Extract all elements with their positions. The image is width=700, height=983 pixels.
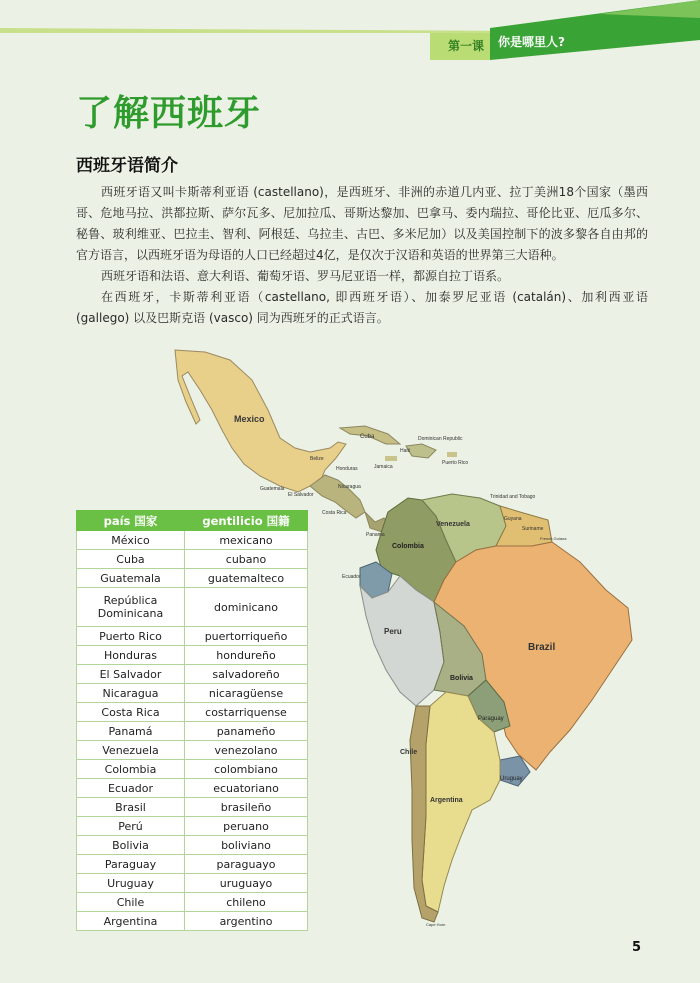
country-cell: Cuba bbox=[77, 550, 185, 569]
nationality-cell: chileno bbox=[185, 893, 308, 912]
table-row bbox=[77, 741, 308, 760]
country-cell: México bbox=[77, 531, 185, 550]
map-label-jamaica: Jamaica bbox=[374, 464, 393, 470]
nationality-cell: boliviano bbox=[185, 836, 308, 855]
nationality-cell: nicaragüense bbox=[185, 684, 308, 703]
country-cell: Brasil bbox=[77, 798, 185, 817]
nationality-cell: cubano bbox=[185, 550, 308, 569]
nationality-cell: salvadoreño bbox=[185, 665, 308, 684]
country-cell: Argentina bbox=[77, 912, 185, 931]
map-label-puerto-rico: Puerto Rico bbox=[442, 460, 469, 466]
table-row bbox=[77, 855, 308, 874]
map-label-french-guiana: French Guiana bbox=[540, 536, 567, 541]
map-label-uruguay: Uruguay bbox=[500, 776, 523, 782]
table-row bbox=[77, 836, 308, 855]
nationality-cell: argentino bbox=[185, 912, 308, 931]
table-row bbox=[77, 722, 308, 741]
country-nationality-table bbox=[76, 510, 308, 931]
table-row bbox=[77, 627, 308, 646]
nationality-cell: costarriquense bbox=[185, 703, 308, 722]
paragraph: 西班牙语又叫卡斯蒂利亚语 (castellano)，是西班牙、非洲的赤道几内亚、拉丁美洲18个国家（墨西哥、危地马拉、洪都拉斯、萨尔瓦多、尼加拉瓜、哥斯达黎加、巴拿马、委内瑞拉、哥伦比亚、厄瓜多尔、秘鲁、玻利维亚、巴拉圭、智利、阿根廷、乌拉圭、古巴、多米尼加）以及美国控制下的波多黎各自由邦的官方语言，以西班牙语为母语的人口已经超过4亿，是仅次于汉语和英语的世界第三大语种。 bbox=[76, 185, 648, 262]
nationality-cell: colombiano bbox=[185, 760, 308, 779]
country-cell: Honduras bbox=[77, 646, 185, 665]
nationality-cell: ecuatoriano bbox=[185, 779, 308, 798]
map-label-venezuela: Venezuela bbox=[436, 521, 470, 528]
table-row bbox=[77, 665, 308, 684]
table-header-row bbox=[77, 511, 308, 531]
table-row bbox=[77, 893, 308, 912]
country-cell: Perú bbox=[77, 817, 185, 836]
map-label-panama: Panama bbox=[366, 532, 385, 538]
table-row bbox=[77, 874, 308, 893]
page-title: 了解西班牙 bbox=[76, 93, 262, 134]
country-cell: Panamá bbox=[77, 722, 185, 741]
map-label-haiti: Haiti bbox=[400, 448, 411, 454]
table-row bbox=[77, 817, 308, 836]
map-label-costa-rica: Costa Rica bbox=[322, 510, 347, 516]
nationality-cell: dominicano bbox=[185, 588, 308, 627]
country-cell: Guatemala bbox=[77, 569, 185, 588]
nationality-cell: uruguayo bbox=[185, 874, 308, 893]
table-row bbox=[77, 684, 308, 703]
table-row bbox=[77, 588, 308, 627]
nationality-cell: puertorriqueño bbox=[185, 627, 308, 646]
map-jamaica bbox=[385, 456, 397, 461]
map-label-guyana: Guyana bbox=[504, 516, 522, 522]
country-cell: Colombia bbox=[77, 760, 185, 779]
country-cell: Chile bbox=[77, 893, 185, 912]
map-label-peru: Peru bbox=[384, 627, 402, 636]
nationality-cell: panameño bbox=[185, 722, 308, 741]
map-label-brazil: Brazil bbox=[528, 642, 556, 653]
map-label-honduras: Honduras bbox=[336, 466, 358, 472]
paragraph: 在西班牙，卡斯蒂利亚语（castellano, 即西班牙语）、加泰罗尼亚语 (catalán)、加利西亚语 (gallego) 以及巴斯克语 (vasco) 同为西班牙的正式语言。 bbox=[76, 290, 648, 325]
table-row bbox=[77, 531, 308, 550]
country-cell: Ecuador bbox=[77, 779, 185, 798]
map-label-bolivia: Bolivia bbox=[450, 675, 473, 682]
map-label-suriname: Suriname bbox=[522, 526, 544, 532]
country-cell: Uruguay bbox=[77, 874, 185, 893]
map-label-trinidad: Trinidad and Tobago bbox=[490, 494, 536, 500]
map-label-paraguay: Paraguay bbox=[478, 716, 504, 722]
map-label-belize: Belize bbox=[310, 456, 324, 462]
nationality-cell: mexicano bbox=[185, 531, 308, 550]
nationality-cell: peruano bbox=[185, 817, 308, 836]
table-row bbox=[77, 646, 308, 665]
country-cell: Costa Rica bbox=[77, 703, 185, 722]
table-row bbox=[77, 779, 308, 798]
page-number: 5 bbox=[632, 940, 642, 955]
table-row bbox=[77, 569, 308, 588]
map-label-ecuador: Ecuador bbox=[342, 574, 361, 580]
map-label-cape-horn: Cape Horn bbox=[426, 922, 446, 927]
map-label-guatemala: Guatemala bbox=[260, 486, 285, 492]
nationality-cell: brasileño bbox=[185, 798, 308, 817]
lesson-title: 你是哪里人? bbox=[498, 35, 565, 49]
country-cell: Venezuela bbox=[77, 741, 185, 760]
column-header-nationality: gentilicio 国籍 bbox=[185, 511, 308, 531]
map-label-el-salvador: El Salvador bbox=[288, 492, 314, 498]
country-cell: República Dominicana bbox=[77, 588, 185, 627]
column-header-country: país 国家 bbox=[77, 511, 185, 531]
country-cell: Nicaragua bbox=[77, 684, 185, 703]
map-label-dominican-republic: Dominican Republic bbox=[418, 436, 463, 442]
table-row bbox=[77, 798, 308, 817]
table-row bbox=[77, 550, 308, 569]
country-cell: El Salvador bbox=[77, 665, 185, 684]
map-label-mexico: Mexico bbox=[234, 414, 265, 424]
header-banner bbox=[0, 0, 700, 62]
table-row bbox=[77, 703, 308, 722]
map-label-argentina: Argentina bbox=[430, 797, 463, 804]
map-label-nicaragua: Nicaragua bbox=[338, 484, 361, 490]
table-row bbox=[77, 760, 308, 779]
paragraph: 西班牙语和法语、意大利语、葡萄牙语、罗马尼亚语一样，都源自拉丁语系。 bbox=[101, 269, 510, 283]
table-row bbox=[77, 912, 308, 931]
nationality-cell: guatemalteco bbox=[185, 569, 308, 588]
nationality-cell: paraguayo bbox=[185, 855, 308, 874]
lesson-number: 第一课 bbox=[448, 39, 485, 53]
nationality-cell: venezolano bbox=[185, 741, 308, 760]
section-title: 西班牙语简介 bbox=[76, 156, 178, 176]
map-label-colombia: Colombia bbox=[392, 543, 424, 550]
map-puerto-rico bbox=[447, 452, 457, 457]
country-cell: Bolivia bbox=[77, 836, 185, 855]
map-label-cuba: Cuba bbox=[360, 434, 375, 440]
country-cell: Puerto Rico bbox=[77, 627, 185, 646]
map-label-chile: Chile bbox=[400, 749, 418, 756]
nationality-cell: hondureño bbox=[185, 646, 308, 665]
map-hispaniola bbox=[406, 444, 436, 458]
country-cell: Paraguay bbox=[77, 855, 185, 874]
body-text bbox=[76, 182, 648, 329]
